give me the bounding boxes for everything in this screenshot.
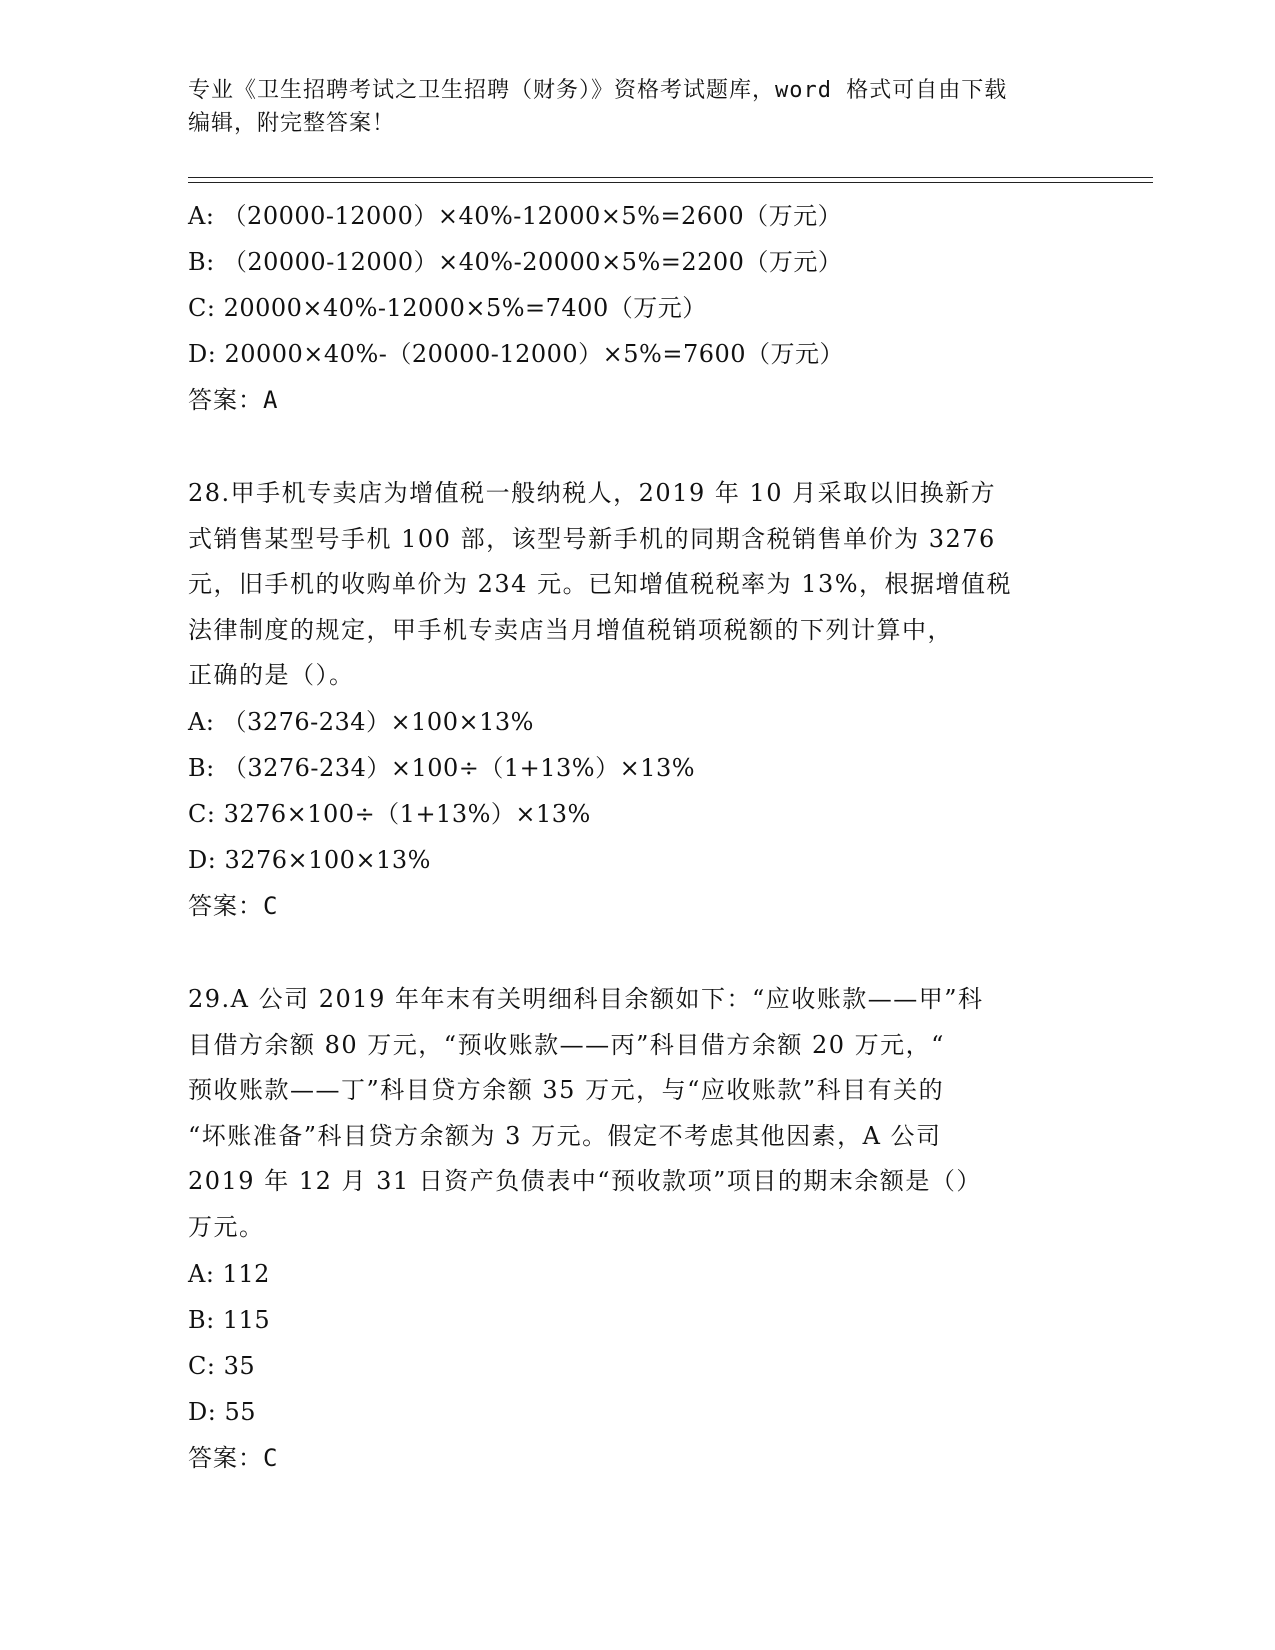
question-27 xyxy=(188,193,1088,423)
header-divider-bottom xyxy=(188,182,1153,183)
question-stem-line: 目借方余额 80 万元，“预收账款——丙”科目借方余额 20 万元，“ xyxy=(188,1030,945,1059)
document-header xyxy=(188,74,1068,140)
spacer xyxy=(188,423,1088,471)
option-d: D: 3276×100×13% xyxy=(188,845,431,874)
answer: 答案：A xyxy=(188,386,279,414)
option-c: C: 3276×100÷（1+13%）×13% xyxy=(188,799,591,828)
question-stem-line: 28.甲手机专卖店为增值税一般纳税人，2019 年 10 月采取以旧换新方 xyxy=(188,479,997,507)
option-b: B: （3276-234）×100÷（1+13%）×13% xyxy=(188,753,696,782)
question-stem-line: “坏账准备”科目贷方余额为 3 万元。假定不考虑其他因素，A 公司 xyxy=(188,1121,942,1150)
spacer xyxy=(188,929,1088,977)
option-c: C: 20000×40%-12000×5%=7400（万元） xyxy=(188,294,707,322)
question-stem-line: 式销售某型号手机 100 部，该型号新手机的同期含税销售单价为 3276 xyxy=(188,524,996,553)
question-stem-line: 正确的是（）。 xyxy=(188,661,355,690)
answer: 答案：C xyxy=(188,891,279,920)
header-line-1: 专业《卫生招聘考试之卫生招聘（财务）》资格考试题库，word 格式可自由下载 xyxy=(188,78,1008,103)
question-stem-line: 万元。 xyxy=(188,1212,265,1241)
option-a: A: （20000-12000）×40%-12000×5%=2600（万元） xyxy=(188,202,843,230)
option-c: C: 35 xyxy=(188,1351,256,1380)
question-29 xyxy=(188,977,1088,1481)
question-stem-line: 预收账款——丁”科目贷方余额 35 万元，与“应收账款”科目有关的 xyxy=(188,1076,945,1105)
option-b: B: （20000-12000）×40%-20000×5%=2200（万元） xyxy=(188,248,843,276)
question-stem-line: 元，旧手机的收购单价为 234 元。已知增值税税率为 13%，根据增值税 xyxy=(188,570,1013,599)
option-a: A: 112 xyxy=(188,1259,270,1288)
header-line-2: 编辑，附完整答案！ xyxy=(188,111,396,136)
option-d: D: 55 xyxy=(188,1397,256,1426)
option-b: B: 115 xyxy=(188,1305,271,1334)
question-stem-line: 29.A 公司 2019 年年末有关明细科目余额如下：“应收账款——甲”科 xyxy=(188,984,984,1013)
question-list xyxy=(188,193,1088,1481)
question-stem-line: 法律制度的规定，甲手机专卖店当月增值税销项税额的下列计算中， xyxy=(188,615,953,644)
question-stem-line: 2019 年 12 月 31 日资产负债表中“预收款项”项目的期末余额是（） xyxy=(188,1167,982,1196)
question-28 xyxy=(188,471,1088,929)
option-a: A: （3276-234）×100×13% xyxy=(188,707,534,736)
header-divider-top xyxy=(188,177,1153,178)
option-d: D: 20000×40%-（20000-12000）×5%=7600（万元） xyxy=(188,340,845,368)
answer: 答案：C xyxy=(188,1443,279,1472)
